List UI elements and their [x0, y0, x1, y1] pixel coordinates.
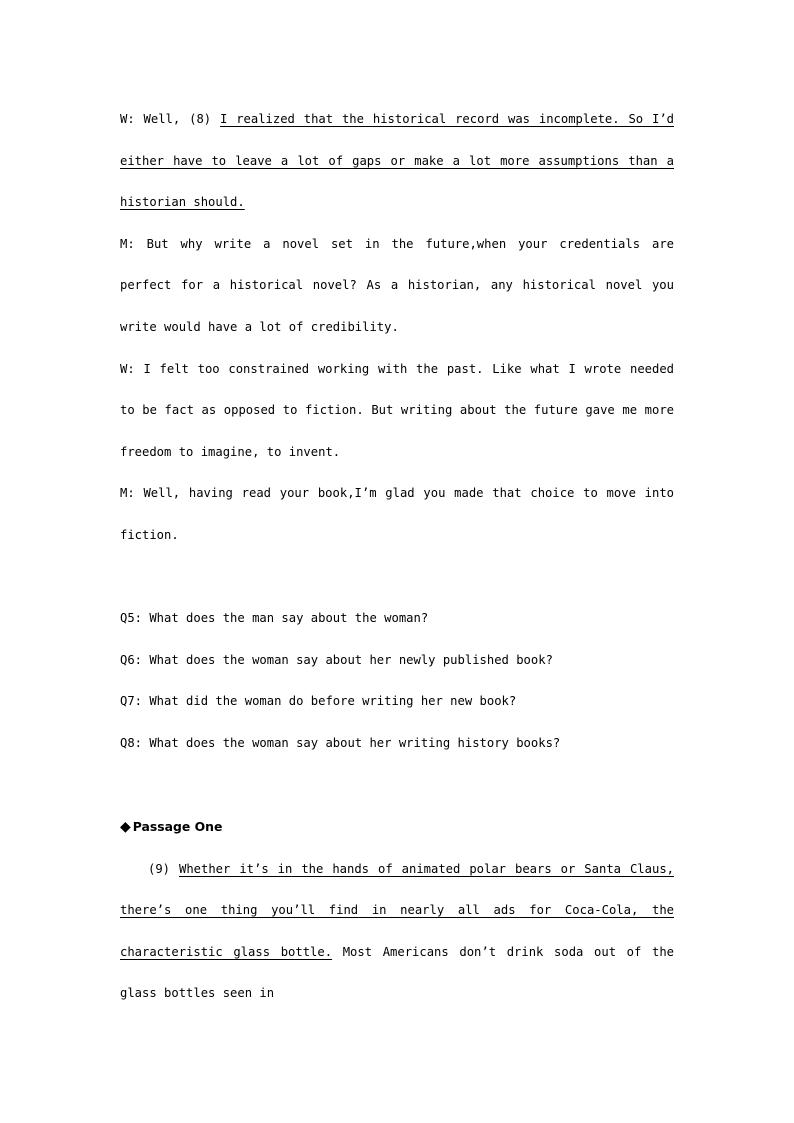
passage-paragraph	[120, 849, 674, 1015]
underlined-answer-8: I realized that the historical record was incomplete. So I’d either have to leave a lot of gaps or make a lot more assumptions than a historian should.	[120, 112, 675, 210]
question-q7: Q7: What did the woman do before writing her new book?	[120, 694, 517, 709]
spacer	[120, 765, 674, 807]
passage-number: (9)	[148, 861, 179, 876]
spacer	[120, 557, 674, 599]
question-q8: Q8: What does the woman say about her writing history books?	[120, 735, 561, 750]
speaker-label: W:	[120, 112, 144, 126]
line-text: I felt too constrained working with the past. Like what I wrote needed to be fact as opposed to fiction. But writing about the future gave me more freedom to imagine, to invent.	[120, 361, 675, 459]
dialogue-line-m-1	[120, 224, 674, 349]
dialogue-line-w-1	[120, 99, 674, 224]
speaker-label: M:	[120, 486, 144, 501]
underlined-answer-9: Whether it’s in the hands of animated polar bears or Santa Claus, there’s one thing you’ll find in nearly all ads for Coca-Cola, the characteristic glass bottle.	[120, 861, 674, 959]
section-heading	[120, 806, 674, 849]
line-text: But why write a novel set in the future,when your credentials are perfect for a historical novel? As a historian, any historical novel you write would have a lot of credibility.	[120, 236, 675, 334]
question-q6: Q6: What does the woman say about her newly published book?	[120, 652, 553, 667]
document-page	[120, 99, 674, 1015]
dialogue-line-m-2	[120, 473, 674, 556]
speaker-label: W:	[120, 361, 144, 376]
question-q5: Q5: What does the man say about the woman?	[120, 611, 429, 626]
section-title: Passage One	[132, 819, 223, 835]
speaker-label: M:	[120, 236, 147, 251]
passage-text: Most Americans don’t drink soda out of the glass bottles seen in	[120, 944, 674, 1001]
line-text: Well, (8)	[143, 112, 220, 126]
line-text: Well, having read your book,I’m glad you made that choice to move into fiction.	[120, 486, 675, 542]
diamond-bullet-icon: ◆	[120, 819, 131, 836]
dialogue-line-w-2	[120, 349, 674, 474]
